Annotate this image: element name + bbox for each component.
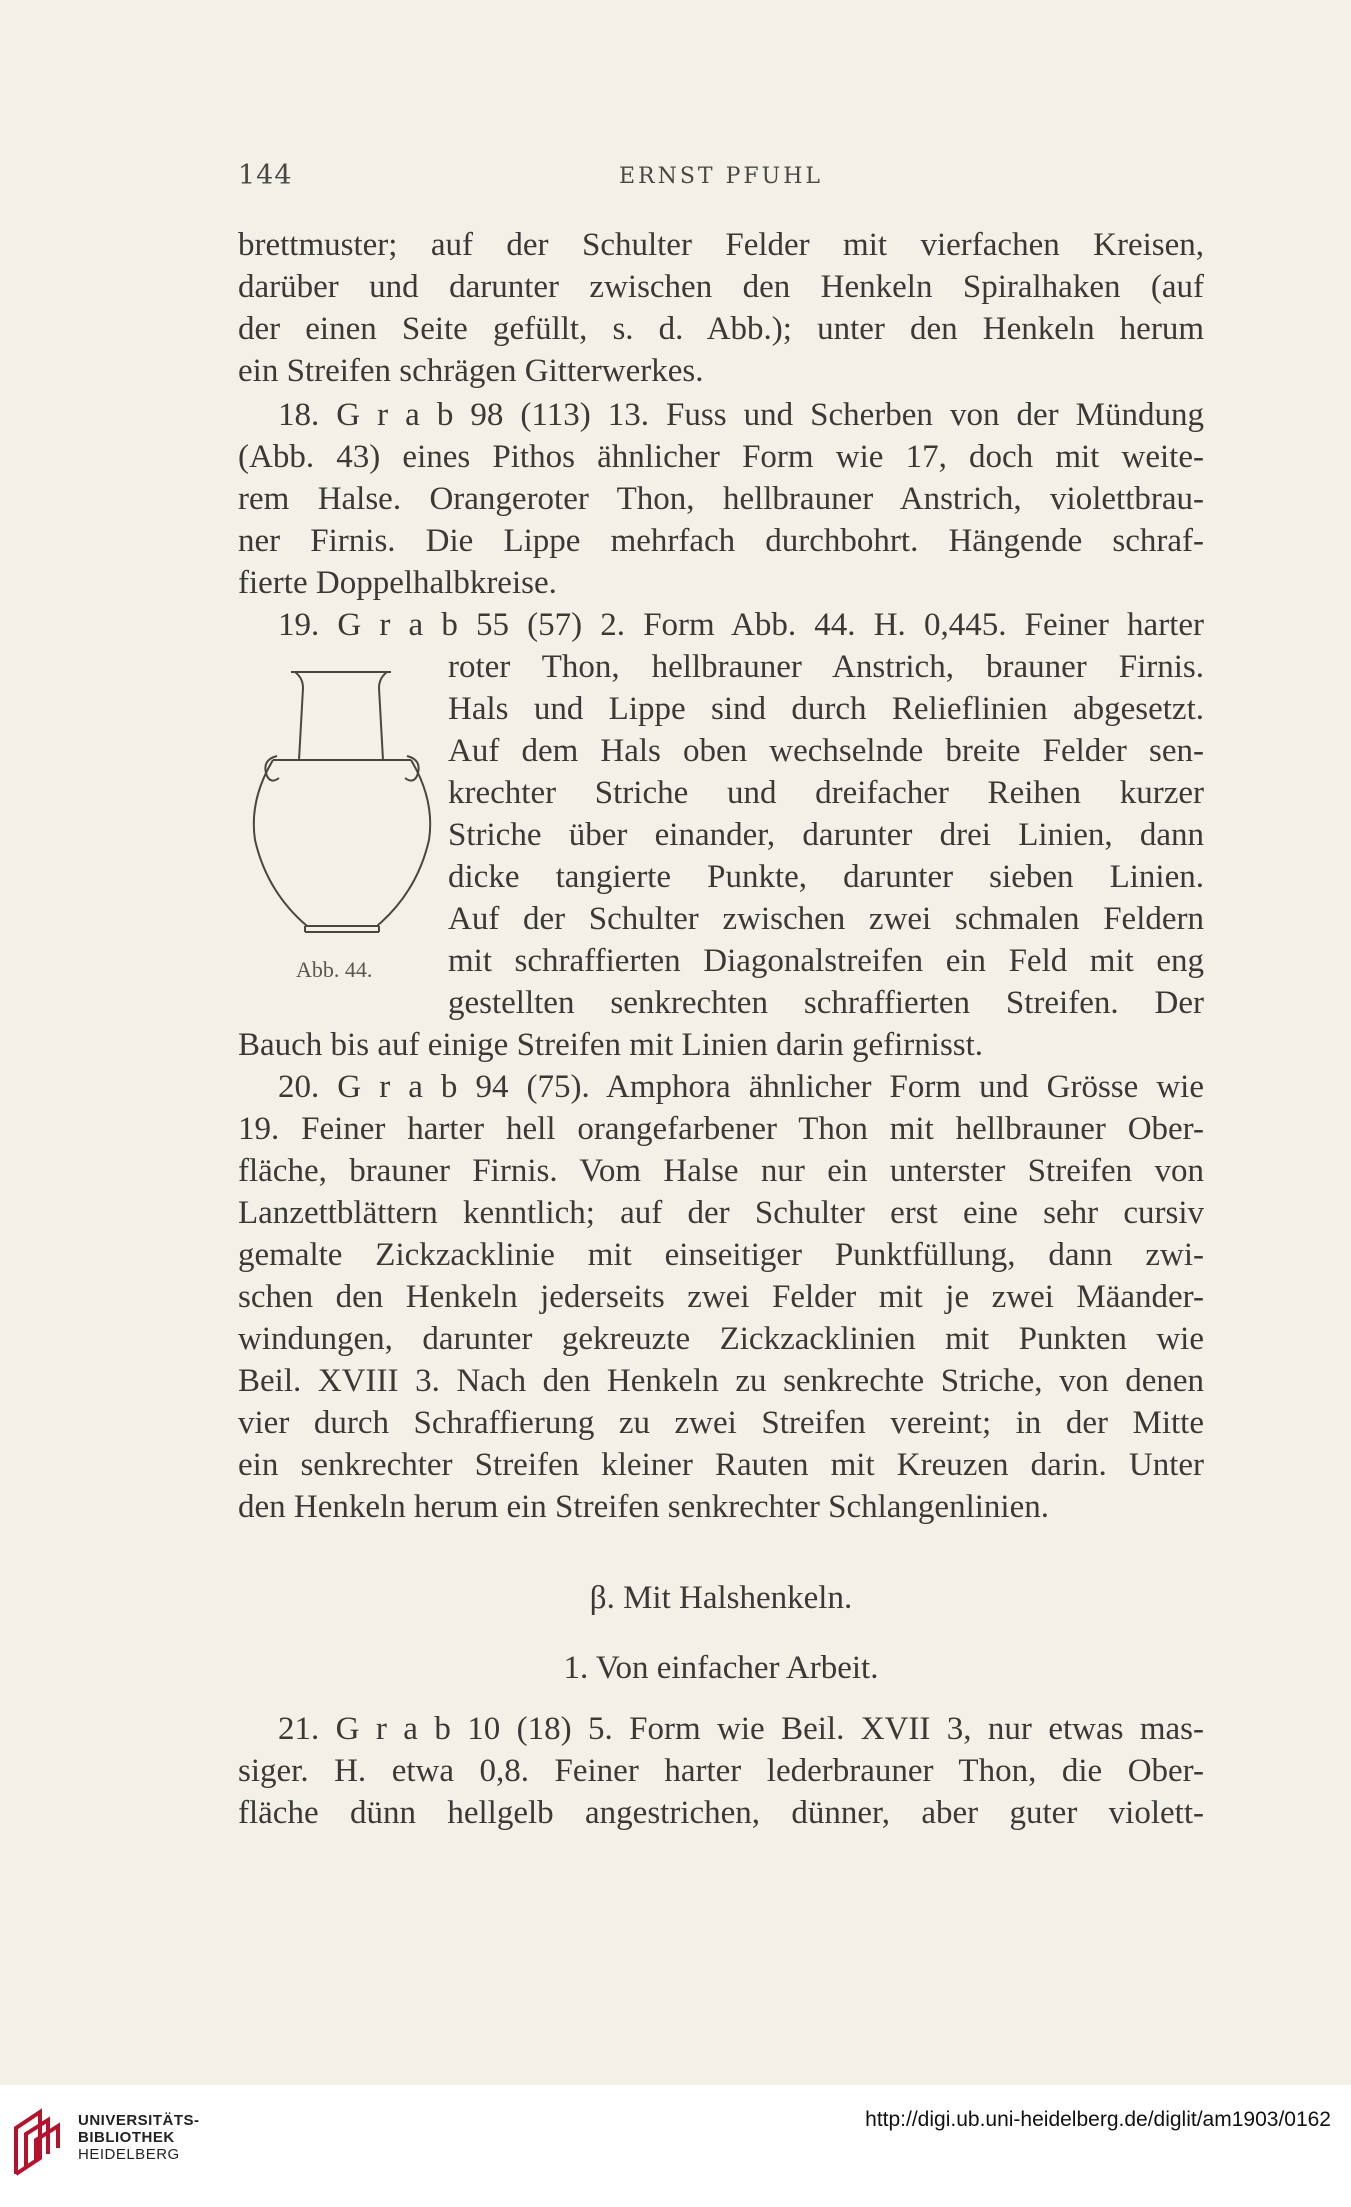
text-line: fierte Doppelhalbkreise. [238,565,557,601]
text-line: rem Halse. Orangeroter Thon, hellbrauner Anstrich, violettbrau- [238,481,1204,517]
text-line: gestellten senkrechten schraffierten Streifen. Der [448,985,1204,1021]
running-title: ERNST PFUHL [618,164,823,189]
text-line: siger. H. etwa 0,8. Feiner harter lederbrauner Thon, die Ober- [238,1753,1204,1789]
text-line: fläche dünn hellgelb angestrichen, dünner, aber guter violett- [238,1795,1204,1831]
figure-caption: Abb. 44. [296,957,373,982]
text-line: vier durch Schraffierung zu zwei Streifen vereint; in der Mitte [238,1405,1204,1441]
page-header [238,160,1204,200]
text-line: dicke tangierte Punkte, darunter sieben Linien. [448,859,1204,895]
text-line: Auf dem Hals oben wechselnde breite Felder sen- [448,733,1204,769]
text-beside-figure [448,646,1204,1024]
amphora-figure [243,660,443,990]
text-line: mit schraffierten Diagonalstreifen ein Feld mit eng [448,943,1204,979]
text-line: Auf der Schulter zwischen zwei schmalen Feldern [448,901,1204,937]
text-line: windungen, darunter gekreuzte Zickzacklinien mit Punkten wie [238,1321,1204,1357]
university-library-logo-icon [10,2108,68,2178]
text-line: ein senkrechter Streifen kleiner Rauten mit Kreuzen darin. Unter [238,1447,1204,1483]
text-line: schen den Henkeln jederseits zwei Felder mit je zwei Mäander- [238,1279,1204,1315]
text-line: Hals und Lippe sind durch Relieflinien abgesetzt. [448,691,1204,727]
text-line: 20. G r a b 94 (75). Amphora ähnlicher Form und Grösse wie [278,1069,1204,1105]
text-line: fläche, brauner Firnis. Vom Halse nur ein unterster Streifen von [238,1153,1204,1189]
text-line: Beil. XVIII 3. Nach den Henkeln zu senkrechte Striche, von denen [238,1363,1204,1399]
source-url-link[interactable]: http://digi.ub.uni-heidelberg.de/diglit/am1903/0162 [865,2108,1331,2131]
text-line: Lanzettblättern kenntlich; auf der Schulter erst eine sehr cursiv [238,1195,1204,1231]
library-line: BIBLIOTHEK [78,2129,175,2146]
paragraph-continued [238,224,1204,392]
library-line: HEIDELBERG [78,2146,180,2163]
text-line: darüber und darunter zwischen den Henkeln Spiralhaken (auf [238,269,1204,305]
text-line: 19. Feiner harter hell orangefarbener Thon mit hellbrauner Ober- [238,1111,1204,1147]
text-line: krechter Striche und dreifacher Reihen kurzer [448,775,1204,811]
viewer-footer [0,2085,1351,2207]
entry-20 [238,1066,1204,1528]
entry-21 [238,1708,1204,1834]
text-line: Bauch bis auf einige Streifen mit Linien darin gefirnisst. [238,1027,984,1063]
amphora-drawing-icon [243,660,443,960]
text-line: gemalte Zickzacklinie mit einseitiger Punktfüllung, dann zwi- [238,1237,1204,1273]
section-heading: β. Mit Halshenkeln. [589,1580,853,1616]
text-line: der einen Seite gefüllt, s. d. Abb.); unter den Henkeln herum [238,311,1204,347]
subsection-heading: 1. Von einfacher Arbeit. [563,1650,879,1686]
text-line: brettmuster; auf der Schulter Felder mit vierfachen Kreisen, [238,227,1204,263]
text-line: 19. G r a b 55 (57) 2. Form Abb. 44. H. 0,445. Feiner harter [278,607,1204,643]
library-line: UNIVERSITÄTS- [78,2112,200,2129]
text-line: 21. G r a b 10 (18) 5. Form wie Beil. XVII 3, nur etwas mas- [278,1711,1204,1747]
text-line: den Henkeln herum ein Streifen senkrechter Schlangenlinien. [238,1489,1049,1525]
page-number: 144 [238,160,293,191]
text-line: roter Thon, hellbrauner Anstrich, brauner Firnis. [448,649,1204,685]
library-name [78,2112,200,2163]
text-line: Striche über einander, darunter drei Linien, dann [448,817,1204,853]
text-line: ein Streifen schrägen Gitterwerkes. [238,353,704,389]
entry-18 [238,394,1204,604]
text-line: 18. G r a b 98 (113) 13. Fuss und Scherben von der Mündung [278,397,1204,433]
text-line: ner Firnis. Die Lippe mehrfach durchbohrt. Hängende schraf- [238,523,1204,559]
text-line: (Abb. 43) eines Pithos ähnlicher Form wie 17, doch mit weite- [238,439,1204,475]
